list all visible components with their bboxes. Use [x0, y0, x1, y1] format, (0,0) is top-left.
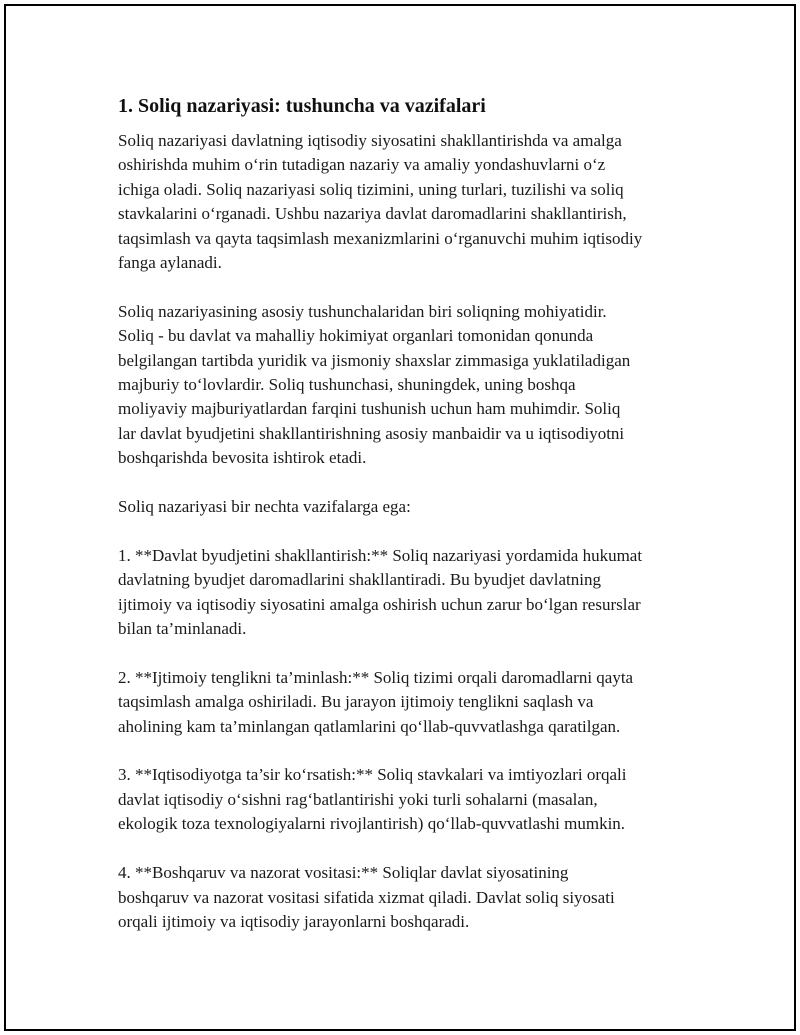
- intro-paragraph-definition: Soliq nazariyasi davlatning iqtisodiy siyosatini shakllantirishda va amalga oshirishda muhim o‘rin tutadigan nazariy va amaliy yondashuvlarni o‘z ichiga oladi. Soliq nazariyasi soliq tizimini, uning turlari, tuzilishi va soliq stavkalarini o‘rganadi. Ushbu nazariya davlat daromadlarini shakllantirish, taqsimlash va qayta taqsimlash mexanizmlarini o‘rganuvchi muhim iqtisodiy fanga aylanadi.: [118, 131, 643, 273]
- intro-paragraph-essence: Soliq nazariyasining asosiy tushunchalaridan biri soliqning mohiyatidir. Soliq - bu davlat va mahalliy hokimiyat organlari tomonidan qonunda belgilangan tartibda yuridik va jismoniy shaxslar zimmasiga yuklatiladigan majburiy to‘lovlardir. Soliq tushunchasi, shuningdek, uning boshqa moliyaviy majburiyatlardan farqini tushunish uchun ham muhimdir. Soliq lar davlat byudjetini shakllantirishning asosiy manbaidir va u iqtisodiyotni boshqarishda bevosita ishtirok etadi.: [118, 301, 631, 468]
- function-item-equality: 2. **Ijtimoiy tenglikni ta’minlash:** Soliq tizimi orqali daromadlarni qayta taqsimlash amalga oshiriladi. Bu jarayon ijtimoiy tenglikni saqlash va aholining kam ta’minlangan qatlamlarini qo‘llab-quvvatlashga qaratilgan.: [118, 667, 634, 736]
- intro-paragraph-functions-lead: Soliq nazariyasi bir nechta vazifalarga ega:: [118, 497, 411, 517]
- section-heading: 1. Soliq nazariyasi: tushuncha va vazifalari: [118, 95, 486, 117]
- function-item-economy: 3. **Iqtisodiyotga ta’sir ko‘rsatish:** Soliq stavkalari va imtiyozlari orqali davlat iqtisodiy o‘sishni rag‘batlantirishi yoki turli sohalarni (masalan, ekologik toza texnologiyalarni rivojlantirish) qo‘llab-quvvatlashi mumkin.: [118, 765, 627, 834]
- document-body: [118, 92, 693, 934]
- function-item-budget: 1. **Davlat byudjetini shakllantirish:** Soliq nazariyasi yordamida hukumat davlatning byudjet daromadlarini shakllantiradi. Bu byudjet davlatning ijtimoiy va iqtisodiy siyosatini amalga oshirish uchun zarur bo‘lgan resurslar bilan ta’minlanadi.: [118, 545, 643, 639]
- function-item-governance: 4. **Boshqaruv va nazorat vositasi:** Soliqlar davlat siyosatining boshqaruv va nazorat vositasi sifatida xizmat qiladi. Davlat soliq siyosati orqali ijtimoiy va iqtisodiy jarayonlarni boshqaradi.: [118, 863, 615, 931]
- functions-list: [118, 544, 693, 934]
